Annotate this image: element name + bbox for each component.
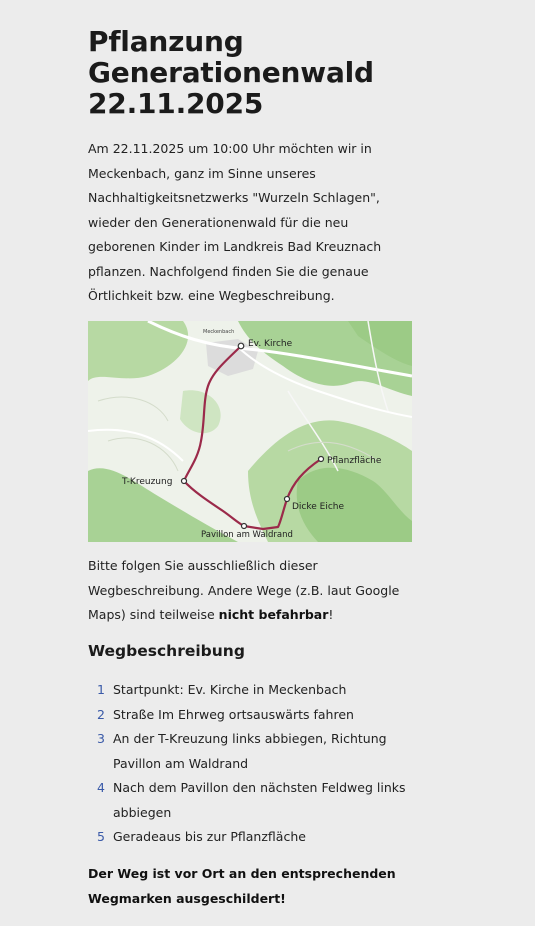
step-number: 3	[97, 731, 105, 746]
step-number: 4	[97, 780, 105, 795]
signage-note: Der Weg ist vor Ort an den entsprechenden Wegmarken ausgeschildert!	[88, 866, 396, 906]
list-item	[88, 678, 414, 703]
page-title: Pflanzung Generationenwald 22.11.2025	[88, 25, 374, 120]
step-text: Nach dem Pavillon den nächsten Feldweg links abbiegen	[113, 780, 406, 820]
note-suffix: !	[328, 607, 334, 622]
label-church: Ev. Kirche	[248, 339, 293, 349]
waypoint-pavilion	[242, 524, 247, 529]
list-item	[88, 727, 414, 776]
label-pavilion: Pavillon am Waldrand	[201, 530, 293, 540]
list-item	[88, 825, 414, 850]
route-map	[88, 321, 412, 542]
intro-paragraph: Am 22.11.2025 um 10:00 Uhr möchten wir in Meckenbach, ganz im Sinne unseres Nachhaltigkeitsnetzwerks "Wurzeln Schlagen", wieder den Generationenwald für die neu geborenen Kinder im Landkreis Bad Kreuznach pflanzen. Nachfolgend finden Sie die genaue Örtlichkeit bzw. eine Wegbeschreibung.	[88, 141, 382, 303]
label-t-junction: T-Kreuzung	[122, 477, 173, 487]
label-oak: Dicke Eiche	[292, 502, 345, 512]
note-emphasis: nicht befahrbar	[218, 607, 329, 622]
waypoint-oak	[285, 497, 290, 502]
route-map-svg	[88, 321, 412, 542]
waypoint-church	[238, 343, 244, 349]
step-number: 5	[97, 829, 105, 844]
waypoint-planting	[319, 457, 324, 462]
step-number: 2	[97, 706, 105, 722]
list-item	[88, 776, 414, 825]
label-planting: Pflanzfläche	[327, 456, 382, 466]
step-text: Startpunkt: Ev. Kirche in Meckenbach	[113, 682, 347, 697]
route-note	[88, 554, 418, 628]
town-label: Meckenbach	[203, 329, 235, 335]
step-text: Geradeaus bis zur Pflanzfläche	[113, 829, 306, 844]
directions-list	[88, 678, 414, 850]
step-text: An der T-Kreuzung links abbiegen, Richtung Pavillon am Waldrand	[113, 731, 387, 771]
step-text: Straße Im Ehrweg ortsauswärts fahren	[113, 706, 354, 722]
step-number: 1	[97, 682, 105, 697]
directions-heading: Wegbeschreibung	[88, 642, 245, 660]
note-text: Bitte folgen Sie ausschließlich dieser Wegbeschreibung. Andere Wege (z.B. laut Google Maps) sind teilweise	[88, 558, 400, 622]
waypoint-t-junction	[182, 479, 187, 484]
list-item	[88, 703, 414, 728]
